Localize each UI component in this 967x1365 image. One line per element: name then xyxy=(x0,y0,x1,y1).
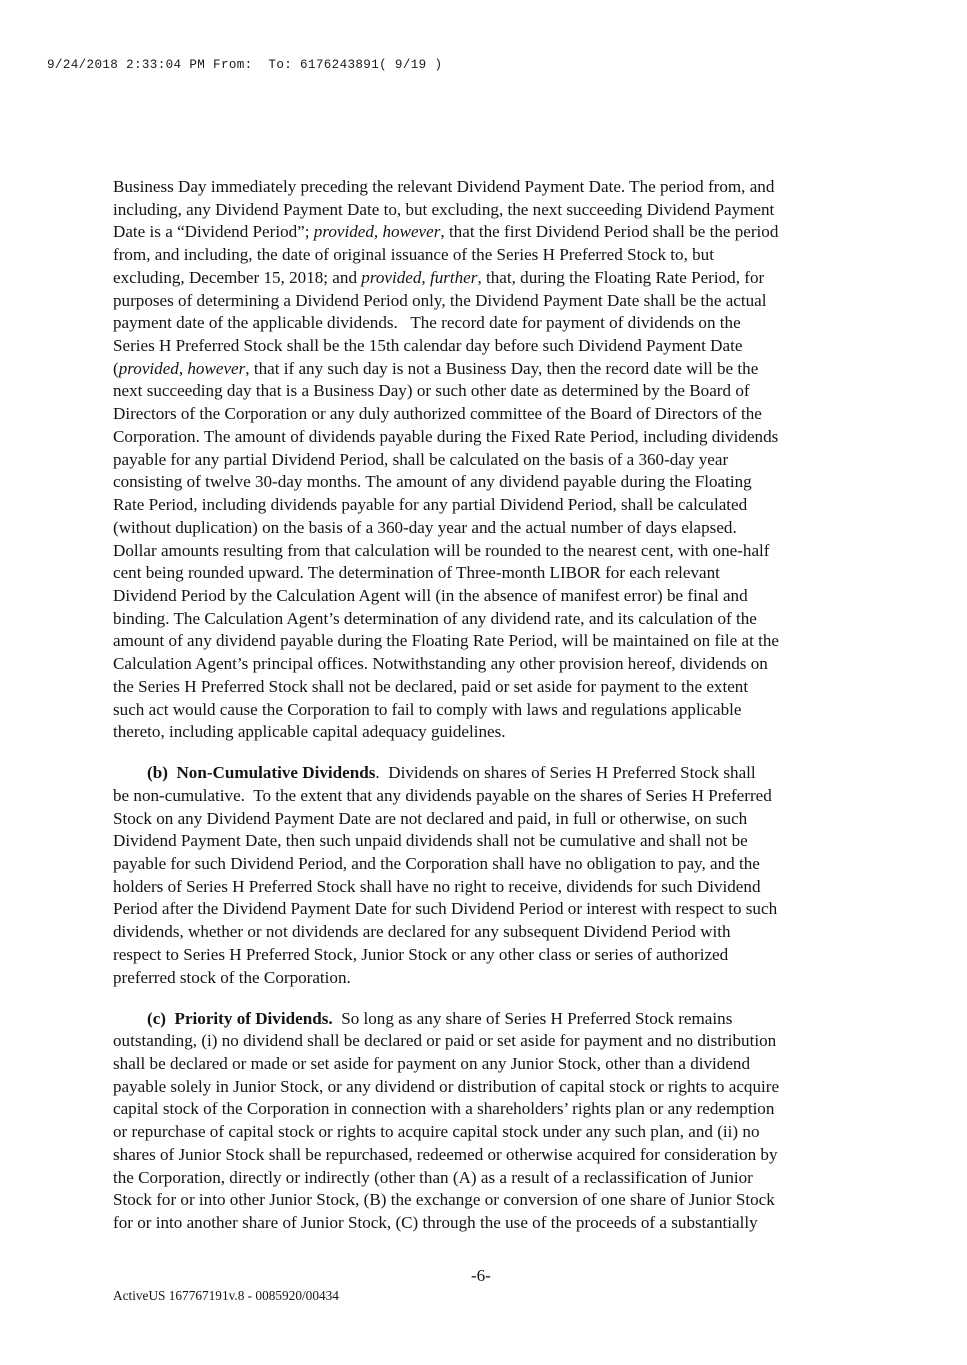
text-line: excluding, December 15, 2018; and provided, further, that, during the Floating Rate Period, for xyxy=(113,267,765,287)
italic-term: provided, further xyxy=(361,267,478,287)
text-line: Dividend Period by the Calculation Agent will (in the absence of manifest error) be final and xyxy=(113,585,748,605)
text-line: dividends, whether or not dividends are declared for any subsequent Dividend Period with xyxy=(113,922,731,942)
document-body xyxy=(113,176,873,1235)
text-line: respect to Series H Preferred Stock, Junior Stock or any other class or series of authorized xyxy=(113,944,729,964)
text-line: (c) Priority of Dividends. So long as any share of Series H Preferred Stock remains xyxy=(147,1008,733,1028)
text-line: such act would cause the Corporation to fail to comply with laws and regulations applicable xyxy=(113,699,742,719)
paragraph-spacer xyxy=(113,744,873,762)
text-line: Date is a “Dividend Period”; provided, however, that the first Dividend Period shall be the period xyxy=(113,222,779,242)
text-line: binding. The Calculation Agent’s determination of any dividend rate, and its calculation of the xyxy=(113,608,757,628)
text-line: amount of any dividend payable during the Floating Rate Period, will be maintained on file at the xyxy=(113,631,780,651)
text-line: consisting of twelve 30-day months. The amount of any dividend payable during the Floating xyxy=(113,472,752,492)
document-id-footer: ActiveUS 167767191v.8 - 0085920/00434 xyxy=(113,1288,339,1303)
text-line: Corporation. The amount of dividends payable during the Fixed Rate Period, including dividends xyxy=(113,426,779,446)
text-line: preferred stock of the Corporation. xyxy=(113,967,351,987)
text-line: the Series H Preferred Stock shall not be declared, paid or set aside for payment to the extent xyxy=(113,676,749,696)
text-line: thereto, including applicable capital adequacy guidelines. xyxy=(113,722,506,742)
text-line: payable for such Dividend Period, and the Corporation shall have no obligation to pay, and the xyxy=(113,854,760,874)
paragraph-spacer xyxy=(113,989,873,1007)
text-line: from, and including, the date of original issuance of the Series H Preferred Stock to, but xyxy=(113,245,714,265)
text-line: Series H Preferred Stock shall be the 15th calendar day before such Dividend Payment Date xyxy=(113,336,743,356)
italic-term: provided, however xyxy=(118,358,246,378)
text-line: capital stock of the Corporation in connection with a shareholders’ rights plan or any redemption xyxy=(113,1099,775,1119)
text-line: Dollar amounts resulting from that calculation will be rounded to the nearest cent, with one-half xyxy=(113,540,770,560)
section-heading: (c) Priority of Dividends. xyxy=(147,1008,333,1028)
text-line: Directors of the Corporation or any duly authorized committee of the Board of Directors of the xyxy=(113,404,762,424)
text-line: cent being rounded upward. The determination of Three-month LIBOR for each relevant xyxy=(113,563,720,583)
text-line: Business Day immediately preceding the relevant Dividend Payment Date. The period from, and xyxy=(113,177,775,196)
section-heading: (b) Non-Cumulative Dividends xyxy=(147,763,376,783)
italic-term: provided, however xyxy=(313,222,441,242)
text-line: Stock for or into other Junior Stock, (B) the exchange or conversion of one share of Junior Stock xyxy=(113,1190,775,1210)
text-line: Period after the Dividend Payment Date for such Dividend Period or interest with respect to such xyxy=(113,899,778,919)
text-line: the Corporation, directly or indirectly (other than (A) as a result of a reclassification of Junior xyxy=(113,1167,753,1187)
text-line: holders of Series H Preferred Stock shall have no right to receive, dividends for such Dividend xyxy=(113,876,761,896)
text-line: Stock on any Dividend Payment Date are not declared and paid, in full or otherwise, on such xyxy=(113,808,748,828)
text-line: for or into another share of Junior Stock, (C) through the use of the proceeds of a substantially xyxy=(113,1213,758,1232)
text-line: payable for any partial Dividend Period, shall be calculated on the basis of a 360-day year xyxy=(113,449,729,469)
text-line: be non-cumulative. To the extent that any dividends payable on the shares of Series H Preferred xyxy=(113,785,772,805)
text-line: (provided, however, that if any such day is not a Business Day, then the record date will be the xyxy=(113,358,759,378)
text-line: shall be declared or made or set aside for payment on any Junior Stock, other than a dividend xyxy=(113,1053,751,1073)
section-c-priority-of-dividends xyxy=(113,1008,873,1235)
text-line: payment date of the applicable dividends. The record date for payment of dividends on the xyxy=(113,313,741,333)
text-line: (without duplication) on the basis of a 360-day year and the actual number of days elapsed. xyxy=(113,517,737,537)
text-line: next succeeding day that is a Business Day) or such other date as determined by the Board of xyxy=(113,381,750,401)
text-line: payable solely in Junior Stock, or any dividend or distribution of capital stock or rights to acquire xyxy=(113,1076,780,1096)
fax-transmission-header: 9/24/2018 2:33:04 PM From: To: 6176243891( 9/19 ) xyxy=(47,58,443,72)
page-number: -6- xyxy=(471,1266,491,1285)
text-line: (b) Non-Cumulative Dividends. Dividends on shares of Series H Preferred Stock shall xyxy=(147,763,756,783)
text-line: Rate Period, including dividends payable for any partial Dividend Period, shall be calculated xyxy=(113,495,748,515)
section-b-non-cumulative-dividends xyxy=(113,762,873,989)
text-line: Calculation Agent’s principal offices. Notwithstanding any other provision hereof, dividends on xyxy=(113,654,768,674)
paragraph-dividend-period xyxy=(113,176,873,744)
text-line: shares of Junior Stock shall be repurchased, redeemed or otherwise acquired for consideration by xyxy=(113,1144,778,1164)
text-line: purposes of determining a Dividend Period only, the Dividend Payment Date shall be the actual xyxy=(113,290,767,310)
text-line: or repurchase of capital stock or rights to acquire capital stock under any such plan, and (ii) no xyxy=(113,1122,760,1142)
text-line: Dividend Payment Date, then such unpaid dividends shall not be cumulative and shall not be xyxy=(113,831,748,851)
text-line: outstanding, (i) no dividend shall be declared or paid or set aside for payment and no distribution xyxy=(113,1031,777,1051)
text-line: including, any Dividend Payment Date to, but excluding, the next succeeding Dividend Payment xyxy=(113,199,775,219)
